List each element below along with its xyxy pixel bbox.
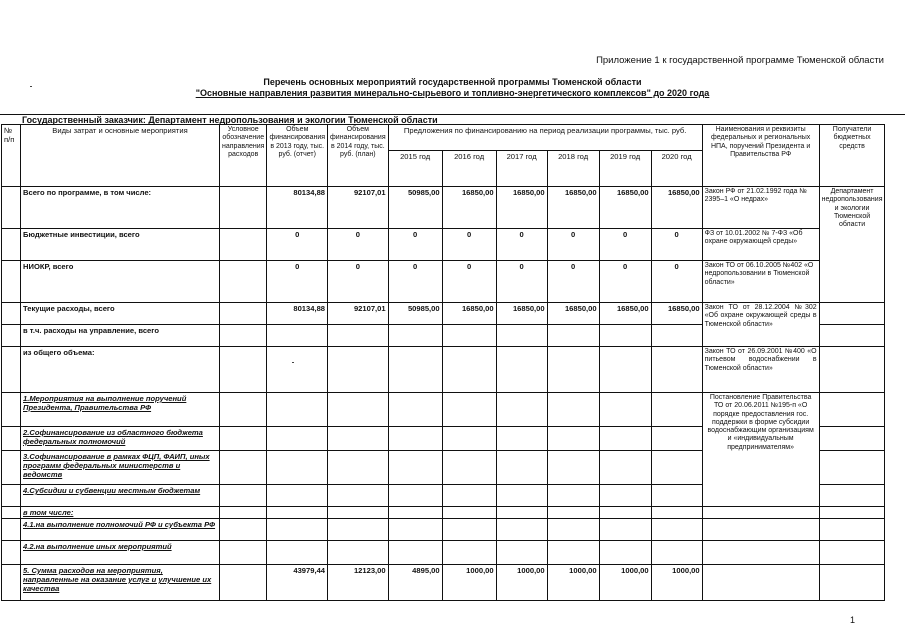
title-line-2: "Основные направления развития минерально-сырьевого и топливно-энергетического комплексов" до 2020 года [195, 88, 710, 98]
cell-value: 16850,00 [442, 187, 496, 229]
row-niokr [2, 261, 885, 303]
col-num: № п/п [2, 125, 21, 187]
row-label: 1.Мероприятия на выполнение поручений Президента, Правительства РФ [21, 393, 220, 427]
npa-cell: Закон ТО от 26.09.2001 №400 «О питьевом водоснабжении в Тюменской области» [702, 347, 819, 393]
col-2014: Объем финансирования в 2014 году, тыс. руб. (план) [328, 125, 389, 187]
col-year: 2020 год [651, 151, 702, 187]
cell-value: 92107,01 [328, 187, 389, 229]
cell-value: 1000,00 [547, 565, 599, 601]
cell-value: 0 [328, 261, 389, 303]
col-recipients: Получатели бюджетных средств [819, 125, 885, 187]
cell-value: 0 [496, 229, 547, 261]
cell-value: 0 [267, 229, 328, 261]
col-2013: Объем финансирования в 2013 году, тыс. руб. (отчет) [267, 125, 328, 187]
row-m5 [2, 565, 885, 601]
scan-speck [292, 362, 294, 363]
col-code: Условное обозначение направления расходов [220, 125, 267, 187]
col-name: Виды затрат и основные мероприятия [21, 125, 220, 187]
appendix-label: Приложение 1 к государственной программе Тюменской области [596, 55, 884, 66]
npa-cell: Постановление Правительства ТО от 20.06.2011 №195-п «О порядке предоставления гос. поддержки в форме субсидии водоснабжающим организациям и «индивидуальным предпринимателям» [702, 393, 819, 507]
row-label: из общего объема: [21, 347, 220, 393]
cell-value: 0 [547, 229, 599, 261]
cell-value: 1000,00 [651, 565, 702, 601]
cell-value: 0 [442, 261, 496, 303]
cell-value: 16850,00 [547, 303, 599, 325]
cell-value: 0 [496, 261, 547, 303]
cell-value: 0 [547, 261, 599, 303]
header-row [2, 125, 885, 151]
cell-value: 80134,88 [267, 303, 328, 325]
row-m42 [2, 541, 885, 565]
cell-value: 16850,00 [599, 303, 651, 325]
cell-value: 16850,00 [496, 303, 547, 325]
row-label: НИОКР, всего [21, 261, 220, 303]
cell-value: 16850,00 [496, 187, 547, 229]
cell-value: 16850,00 [599, 187, 651, 229]
row-total [2, 187, 885, 229]
col-npa: Наименования и реквизиты федеральных и региональных НПА, поручений Президента и Правительства РФ [702, 125, 819, 187]
row-label: в т.ч. расходы на управление, всего [21, 325, 220, 347]
npa-cell: Закон ТО от 06.10.2005 №402 «О недропользовании в Тюменской области» [702, 261, 819, 303]
scan-speck [30, 86, 32, 87]
cell-value: 0 [651, 229, 702, 261]
page-number: 1 [850, 615, 856, 625]
cell-value: 0 [328, 229, 389, 261]
cell-value: 0 [599, 229, 651, 261]
row-label: Всего по программе, в том числе: [21, 187, 220, 229]
col-year: 2016 год [442, 151, 496, 187]
col-year: 2015 год [388, 151, 442, 187]
cell-value: 4895,00 [388, 565, 442, 601]
document-title [0, 77, 905, 99]
row-label: Текущие расходы, всего [21, 303, 220, 325]
row-label: 3.Софинансирование в рамках ФЦП, ФАИП, иных программ федеральных министерств и ведомств [21, 451, 220, 485]
row-m41 [2, 519, 885, 541]
col-proposals: Предложения по финансированию на период реализации программы, тыс. руб. [388, 125, 702, 151]
row-label: в том числе: [21, 507, 220, 519]
row-label: 4.Субсидии и субвенции местным бюджетам [21, 485, 220, 507]
cell-value: 1000,00 [442, 565, 496, 601]
npa-cell: ФЗ от 10.01.2002 № 7-ФЗ «Об охране окружающей среды» [702, 229, 819, 261]
title-line-1: Перечень основных мероприятий государственной программы Тюменской области [263, 77, 642, 87]
cell-value: 92107,01 [328, 303, 389, 325]
cell-value: 1000,00 [599, 565, 651, 601]
cell-value: 16850,00 [651, 303, 702, 325]
program-table [1, 124, 885, 601]
col-year: 2019 год [599, 151, 651, 187]
cell-value: 16850,00 [547, 187, 599, 229]
cell-value: 1000,00 [496, 565, 547, 601]
row-current [2, 303, 885, 325]
state-customer: Государственный заказчик: Департамент недропользования и экологии Тюменской области [22, 115, 438, 125]
cell-value: 0 [388, 229, 442, 261]
cell-value: 0 [442, 229, 496, 261]
row-label: 4.2.на выполнение иных мероприятий [21, 541, 220, 565]
col-year: 2017 год [496, 151, 547, 187]
npa-cell: Закон ТО от 28.12.2004 №302 «Об охране окружающей среды в Тюменской области» [702, 303, 819, 347]
col-year: 2018 год [547, 151, 599, 187]
cell-value: 0 [599, 261, 651, 303]
row-budget [2, 229, 885, 261]
cell-value: 50985,00 [388, 187, 442, 229]
cell-value: 0 [267, 261, 328, 303]
row-label: Бюджетные инвестиции, всего [21, 229, 220, 261]
cell-value: 16850,00 [651, 187, 702, 229]
cell-value: 0 [651, 261, 702, 303]
row-from-total [2, 347, 885, 393]
cell-value: 43979,44 [267, 565, 328, 601]
row-label: 4.1.на выполнение полномочий РФ и субъекта РФ [21, 519, 220, 541]
cell-value: 12123,00 [328, 565, 389, 601]
cell-value: 80134,88 [267, 187, 328, 229]
row-incl [2, 507, 885, 519]
npa-cell: Закон РФ от 21.02.1992 года № 2395–1 «О недрах» [702, 187, 819, 229]
cell-value: 50985,00 [388, 303, 442, 325]
row-label: 5. Сумма расходов на мероприятия, направленные на оказание услуг и улучшение их качества [21, 565, 220, 601]
cell-value: 0 [388, 261, 442, 303]
recipient-cell: Департамент недропользования и экологии Тюменской области [819, 187, 885, 303]
cell-value: 16850,00 [442, 303, 496, 325]
row-m1 [2, 393, 885, 427]
row-label: 2.Софинансирование из областного бюджета федеральных полномочий [21, 427, 220, 451]
